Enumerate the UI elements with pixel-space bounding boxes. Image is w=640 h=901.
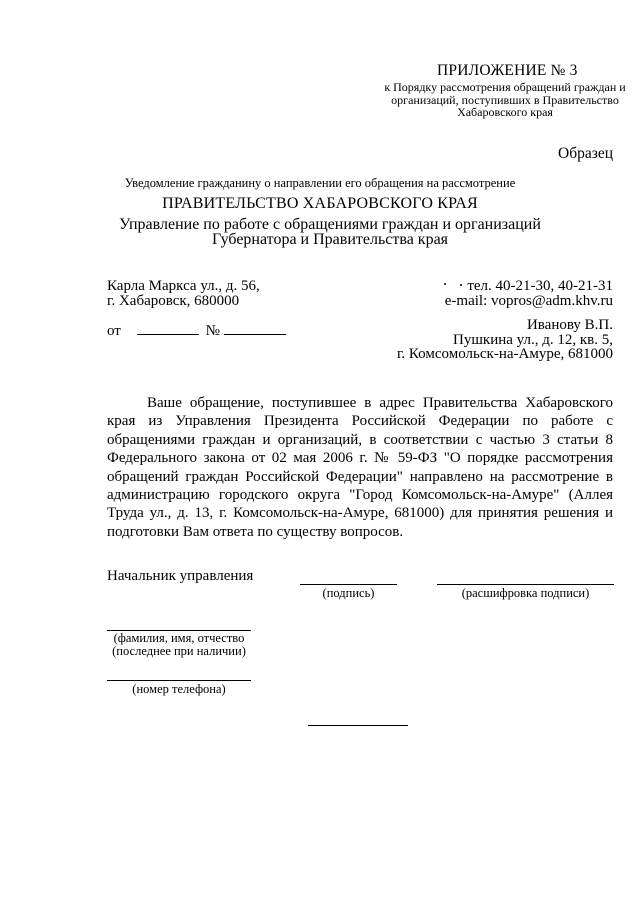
department-title [100, 217, 560, 247]
closing-rule [308, 725, 408, 726]
signature-decoding-caption: (расшифровка подписи) [461, 586, 590, 600]
executor-phone-caption: (номер телефона) [132, 682, 226, 696]
signature-line [300, 584, 397, 585]
executor-name-caption [107, 632, 251, 657]
sender-contacts [445, 279, 613, 308]
appendix-title: ПРИЛОЖЕНИЕ № 3 [437, 62, 578, 79]
scan-speck [444, 283, 446, 285]
recipient-street: Пушкина ул., д. 12, кв. 5, [453, 331, 613, 348]
department-line-2: Губернатора и Правительства края [211, 231, 449, 248]
department-line-1: Управление по работе с обращениями граждан и организаций [119, 216, 541, 233]
recipient-block [397, 318, 613, 362]
recipient-city: г. Комсомольск-на-Амуре, 681000 [396, 346, 613, 362]
sender-email: e-mail: vopros@adm.khv.ru [444, 292, 613, 309]
executor-name-caption-line-1: (фамилия, имя, отчество [113, 631, 245, 645]
scan-speck [460, 284, 462, 286]
body-paragraph: Ваше обращение, поступившее в адрес Правительства Хабаровского края из Управления Президента Российской Федерации по работе с обращениями граждан и организаций, в соответствии с частью 3 статьи 8 Федерального закона от 02 мая 2006 г. № 59-ФЗ "О порядке рассмотрения обращений граждан Российской Федерации" направлено на рассмотрение в администрацию городского округа "Город Комсомольск-на-Амуре" (Аллея Труда ул., д. 13, г. Комсомольск-на-Амуре, 681000) для принятия решения и подготовки Вам ответа по существу вопросов. [107, 395, 613, 540]
from-label: от [107, 323, 121, 339]
date-blank [137, 322, 199, 335]
recipient-name: Иванову В.П. [526, 317, 613, 333]
signature-decoding-line [437, 584, 614, 585]
address-line-2: г. Хабаровск, 680000 [107, 292, 240, 309]
signer-role: Начальник управления [107, 568, 254, 584]
sample-label: Образец [558, 145, 614, 162]
notice-title: Уведомление гражданину о направлении его обращения на рассмотрение [124, 176, 516, 190]
executor-name-caption-line-2: (последнее при наличии) [112, 643, 246, 658]
reference-line [107, 322, 286, 340]
number-blank [224, 322, 286, 335]
sender-address [107, 279, 260, 308]
signature-caption: (подпись) [322, 586, 375, 600]
number-label: № [205, 323, 220, 339]
appendix-subtitle: к Порядку рассмотрения обращений граждан и организаций, поступивших в Правительство Хабаровского края [384, 80, 626, 119]
sender-phone: тел. 40-21-30, 40-21-31 [467, 278, 613, 294]
government-title: ПРАВИТЕЛЬСТВО ХАБАРОВСКОГО КРАЯ [162, 195, 478, 212]
executor-phone-line [107, 680, 251, 681]
address-line-1: Карла Маркса ул., д. 56, [107, 278, 260, 294]
